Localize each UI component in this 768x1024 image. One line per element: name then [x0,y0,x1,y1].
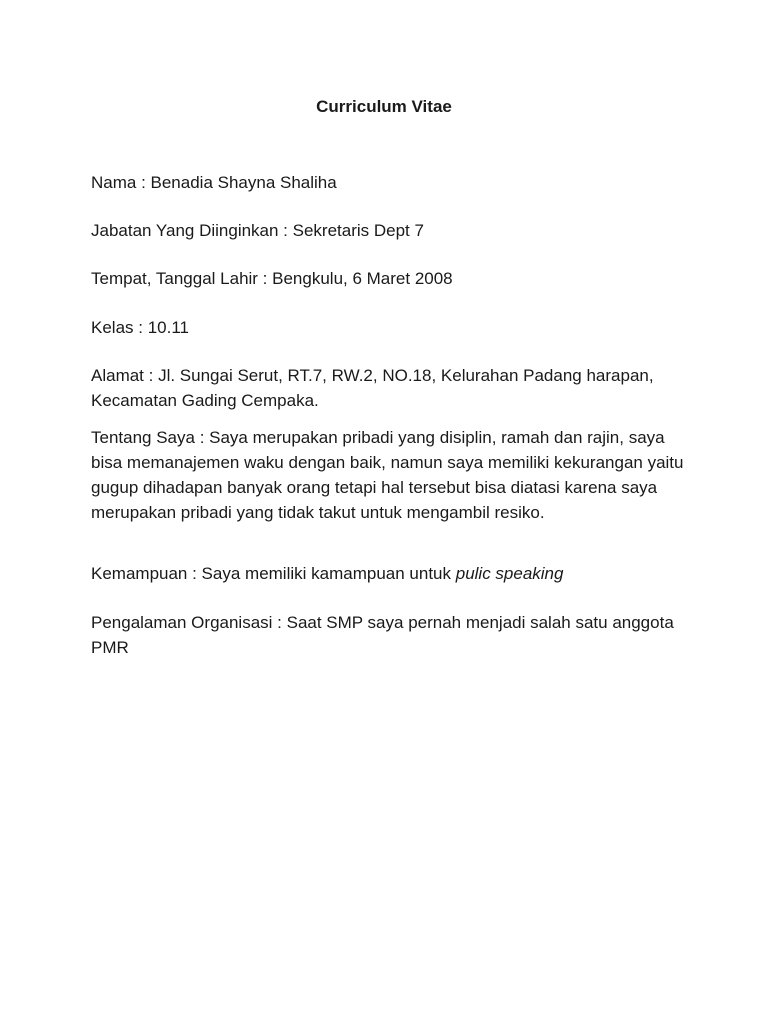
field-jabatan: Jabatan Yang Diinginkan : Sekretaris Dept 7 [91,221,424,240]
field-tentang-saya: Tentang Saya : Saya merupakan pribadi yang disiplin, ramah dan rajin, saya bisa memanajemen waku dengan baik, namun saya memiliki kekurangan yaitu gugup dihadapan banyak orang tetapi hal tersebut bisa diatasi karena saya merupakan pribadi yang tidak takut untuk mengambil resiko. [91,428,684,522]
field-kemampuan [91,561,691,586]
field-kelas: Kelas : 10.11 [91,318,189,337]
field-tempat-tanggal-lahir: Tempat, Tanggal Lahir : Bengkulu, 6 Maret 2008 [91,269,453,288]
field-pengalaman-organisasi: Pengalaman Organisasi : Saat SMP saya pernah menjadi salah satu anggota PMR [91,613,674,657]
field-nama: Nama : Benadia Shayna Shaliha [91,173,337,192]
kemampuan-italic-text: pulic speaking [455,564,564,583]
field-alamat: Alamat : Jl. Sungai Serut, RT.7, RW.2, NO.18, Kelurahan Padang harapan, Kecamatan Gading Cempaka. [91,366,654,410]
document-title: Curriculum Vitae [316,97,452,116]
kemampuan-text: Kemampuan : Saya memiliki kamampuan untuk [91,564,456,583]
